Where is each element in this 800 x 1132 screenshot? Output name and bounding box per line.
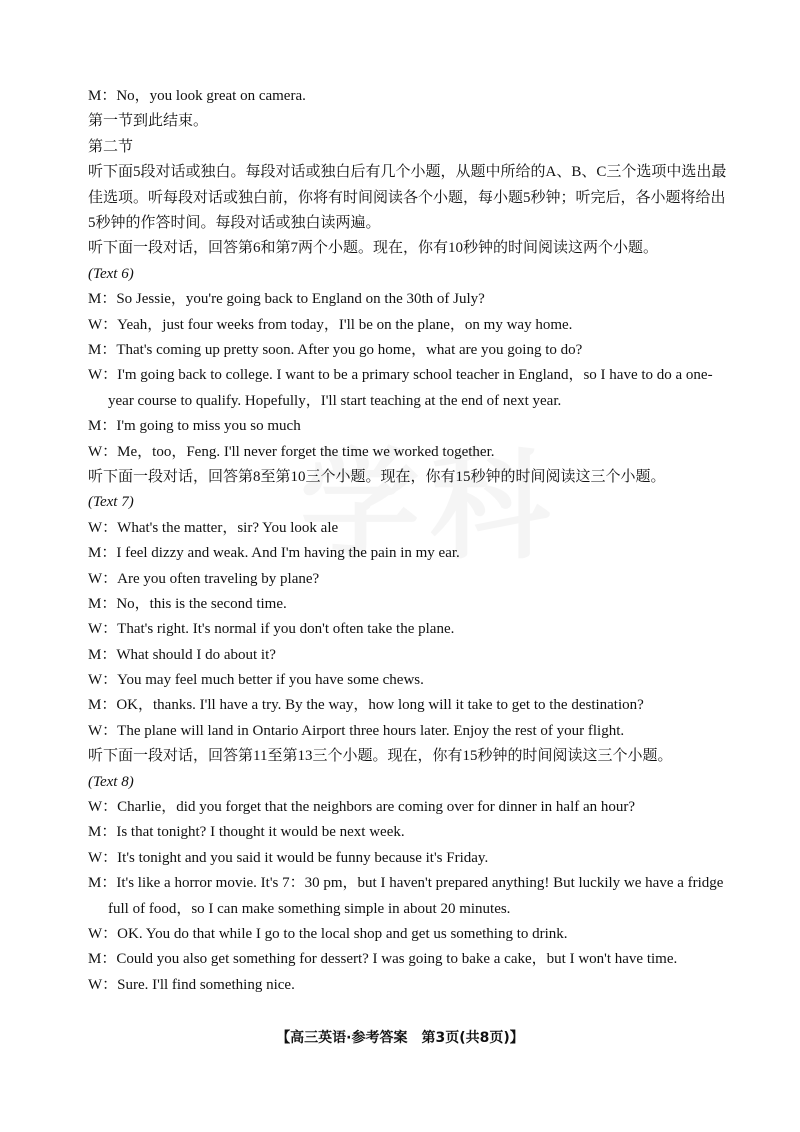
transcript-line: M：Could you also get something for dessert? I was going to bake a cake，but I won't have time.	[88, 951, 678, 968]
transcript-line: M：Is that tonight? I thought it would be next week.	[88, 824, 405, 841]
question-instruction: 听下面一段对话，回答第11至第13三个小题。现在，你有15秒钟的时间阅读这三个小题。	[88, 748, 673, 765]
transcript-line: W：What's the matter，sir? You look ale	[88, 519, 339, 536]
text-label: (Text 8)	[88, 773, 134, 790]
transcript-line: M：I feel dizzy and weak. And I'm having the pain in my ear.	[88, 545, 460, 562]
section-instructions: 听下面5段对话或独白。每段对话或独白后有几个小题，从题中所给的A、B、C三个选项中选出最佳选项。听每段对话或独白前，你将有时间阅读各个小题，每小题5秒钟；听完后，各小题将给出5秒钟的作答时间。每段对话或独白读两遍。	[88, 164, 727, 231]
transcript-line: W：That's right. It's normal if you don't often take the plane.	[88, 621, 455, 638]
transcript-line: W：OK. You do that while I go to the local shop and get us something to drink.	[88, 926, 568, 942]
transcript-line: W：The plane will land in Ontario Airport three hours later. Enjoy the rest of your flight.	[88, 722, 625, 739]
transcript-line: W：Me，too，Feng. I'll never forget the time we worked together.	[88, 443, 495, 460]
transcript-line: M：No，this is the second time.	[88, 595, 287, 612]
transcript-line: W：It's tonight and you said it would be funny because it's Friday.	[88, 849, 489, 866]
section-end-note: 第一节到此结束。	[88, 113, 209, 130]
transcript-line: M：That's coming up pretty soon. After you go home，what are you going to do?	[88, 341, 583, 358]
transcript-line: M：OK，thanks. I'll have a try. By the way，how long will it take to get to the destination?	[88, 697, 644, 714]
question-instruction: 听下面一段对话，回答第6和第7两个小题。现在，你有10秒钟的时间阅读这两个小题。	[88, 240, 659, 257]
transcript-line: W：Are you often traveling by plane?	[88, 570, 320, 587]
transcript-body	[88, 84, 728, 998]
transcript-line: W：You may feel much better if you have some chews.	[88, 672, 424, 689]
page-footer: 【高三英语·参考答案 第3页(共8页)】	[276, 1030, 524, 1046]
transcript-line: W：Yeah，just four weeks from today，I'll be on the plane，on my way home.	[88, 316, 573, 333]
transcript-line: M：It's like a horror movie. It's 7：30 pm，but I haven't prepared anything! But luckily we have a fridge full of food，so I can make something simple in about 20 minutes.	[88, 875, 724, 917]
transcript-line: M：So Jessie，you're going back to England on the 30th of July?	[88, 291, 485, 308]
question-instruction: 听下面一段对话，回答第8至第10三个小题。现在，你有15秒钟的时间阅读这三个小题。	[88, 468, 666, 485]
transcript-line: M：No，you look great on camera.	[88, 88, 306, 104]
transcript-line: W：Charlie，did you forget that the neighbors are coming over for dinner in half an hour?	[88, 799, 636, 816]
text-label: (Text 6)	[88, 265, 134, 282]
transcript-line: M：I'm going to miss you so much	[88, 418, 301, 435]
text-label: (Text 7)	[88, 494, 134, 511]
transcript-line: M：What should I do about it?	[88, 646, 276, 663]
section-heading: 第二节	[88, 138, 134, 155]
transcript-line: W：Sure. I'll find something nice.	[88, 976, 295, 993]
transcript-line: W：I'm going back to college. I want to be a primary school teacher in England，so I have to do a one-year course to qualify. Hopefully，I'll start teaching at the end of next year.	[88, 367, 713, 409]
